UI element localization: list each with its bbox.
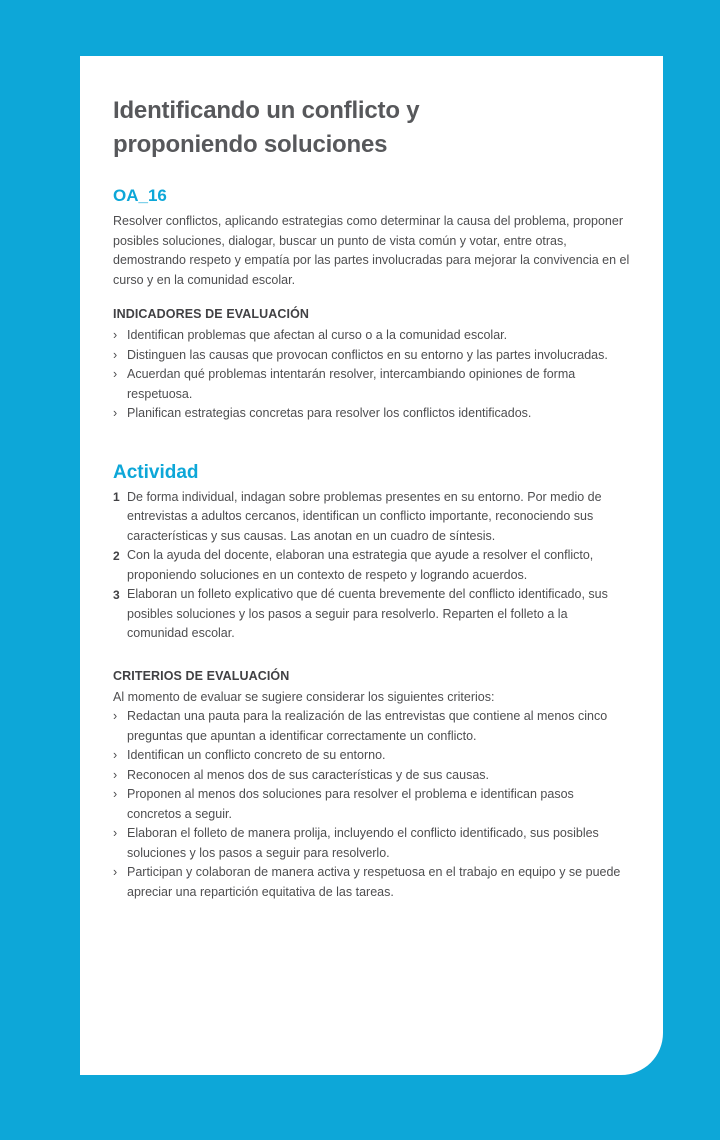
criterios-heading: CRITERIOS DE EVALUACIÓN bbox=[113, 668, 290, 683]
bullet-marker: › bbox=[113, 767, 118, 782]
list-item-text: Elaboran el folleto de manera prolija, incluyendo el conflicto identificado, sus posibles soluciones y los pasos a seguir para resolverlo. bbox=[127, 826, 599, 860]
document-content bbox=[80, 56, 663, 902]
list-item bbox=[113, 863, 630, 902]
list-item-text: Reconocen al menos dos de sus características y de sus causas. bbox=[127, 767, 489, 782]
list-item-text: Proponen al menos dos soluciones para resolver el problema e identifican pasos concretos a seguir. bbox=[127, 787, 574, 821]
step-text: Elaboran un folleto explicativo que dé cuenta brevemente del conflicto identificado, sus posibles soluciones y los pasos a seguir para resolverlo. Reparten el folleto a la comunidad escolar. bbox=[127, 587, 608, 640]
bullet-marker: › bbox=[113, 748, 118, 762]
list-item-text: Planifican estrategias concretas para resolver los conflictos identificados. bbox=[127, 406, 532, 420]
list-item bbox=[113, 346, 630, 366]
list-item-text: Redactan una pauta para la realización de las entrevistas que contiene al menos cinco preguntas que apuntan a identificar correctamente un conflicto. bbox=[127, 709, 608, 743]
step-text: De forma individual, indagan sobre problemas presentes en su entorno. Por medio de entrevistas a adultos cercanos, identifican un conflicto importante, reconociendo sus características y sus causas. Las anotan en un cuadro de síntesis. bbox=[127, 489, 602, 543]
bullet-marker: › bbox=[113, 787, 118, 801]
page-title bbox=[113, 94, 630, 162]
list-item bbox=[113, 785, 630, 824]
list-item bbox=[113, 824, 630, 863]
list-item-text: Participan y colaboran de manera activa y respetuosa en el trabajo en equipo y se puede apreciar una repartición equitativa de las tareas. bbox=[127, 865, 621, 899]
list-item bbox=[113, 746, 630, 766]
activity-step bbox=[113, 546, 630, 585]
bullet-marker: › bbox=[113, 367, 118, 381]
step-number: 3 bbox=[113, 587, 120, 602]
activity-step bbox=[113, 488, 630, 547]
list-item bbox=[113, 707, 630, 746]
step-number: 2 bbox=[113, 548, 120, 563]
list-item-text: Distinguen las causas que provocan conflictos en su entorno y las partes involucradas. bbox=[127, 347, 608, 362]
bullet-marker: › bbox=[113, 709, 118, 723]
list-item-text: Identifican un conflicto concreto de su entorno. bbox=[127, 748, 386, 762]
list-item bbox=[113, 365, 630, 404]
list-item bbox=[113, 326, 630, 346]
indicadores-heading: INDICADORES DE EVALUACIÓN bbox=[113, 307, 310, 321]
step-text: Con la ayuda del docente, elaboran una estrategia que ayude a resolver el conflicto, proponiendo soluciones en un contexto de respeto y logrando acuerdos. bbox=[127, 548, 594, 582]
oa-description: Resolver conflictos, aplicando estrategias como determinar la causa del problema, proponer posibles soluciones, dialogar, buscar un punto de vista común y votar, entre otras, demostrando respeto y empatía por las partes involucradas para mejorar la convivencia en el curso y en la comunidad escolar. bbox=[113, 214, 630, 287]
step-number: 1 bbox=[113, 490, 120, 504]
page-title-line-1: Identificando un conflicto y bbox=[113, 97, 420, 124]
page-title-line-2: proponiendo soluciones bbox=[113, 131, 388, 158]
oa-code-heading: OA_16 bbox=[113, 186, 167, 205]
criterios-intro: Al momento de evaluar se sugiere considerar los siguientes criterios: bbox=[113, 689, 495, 704]
list-item-text: Identifican problemas que afectan al curso o a la comunidad escolar. bbox=[127, 328, 508, 342]
criterios-list bbox=[113, 707, 630, 902]
actividad-heading: Actividad bbox=[113, 461, 199, 483]
bullet-marker: › bbox=[113, 865, 118, 879]
bullet-marker: › bbox=[113, 347, 118, 362]
bullet-marker: › bbox=[113, 406, 118, 420]
list-item bbox=[113, 766, 630, 786]
bullet-marker: › bbox=[113, 328, 118, 342]
indicadores-list bbox=[113, 326, 630, 424]
document-card bbox=[80, 56, 663, 1075]
list-item-text: Acuerdan qué problemas intentarán resolver, intercambiando opiniones de forma respetuosa. bbox=[127, 367, 576, 401]
list-item bbox=[113, 404, 630, 424]
bullet-marker: › bbox=[113, 826, 118, 840]
activity-step bbox=[113, 585, 630, 644]
actividad-step-list bbox=[113, 488, 630, 644]
